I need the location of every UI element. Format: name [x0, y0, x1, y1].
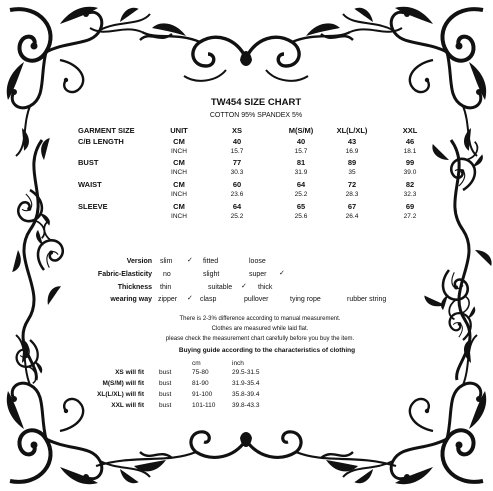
guide-size: XXL will fit	[111, 402, 144, 409]
header-xxl: XXL	[402, 126, 418, 135]
check-mark-icon: ✓	[187, 257, 193, 264]
guide-size: XL(L/XL) will fit	[97, 391, 144, 398]
guide-part: bust	[159, 391, 172, 398]
cell-value: 25.2	[294, 191, 308, 198]
cell-value: 15.7	[294, 148, 308, 155]
version-option-fitted: fitted	[203, 258, 219, 265]
guide-inch: 35.8-39.4	[232, 391, 260, 398]
wearing-option-clasp: clasp	[200, 296, 217, 303]
cell-value: 25.6	[294, 213, 308, 220]
wearing-option-pullover: pullover	[244, 296, 269, 303]
cell-value: 43	[347, 137, 357, 146]
guide-part: bust	[159, 369, 172, 376]
cell-value: 69	[405, 202, 415, 211]
thickness-label: Thickness	[117, 284, 152, 291]
elasticity-label: Fabric-Elasticity	[97, 271, 152, 278]
cell-value: 67	[347, 202, 357, 211]
thickness-option-suitable: suitable	[208, 284, 233, 291]
guide-col-cm: cm	[192, 360, 201, 367]
cell-value: 89	[347, 158, 357, 167]
guide-size: XS will fit	[115, 369, 144, 376]
cell-value: 60	[232, 180, 242, 189]
row-label: SLEEVE	[78, 202, 108, 211]
chart-title: TW454 SIZE CHART	[210, 97, 302, 108]
check-mark-icon: ✓	[279, 270, 285, 277]
cell-value: 27.2	[403, 213, 417, 220]
cell-value: 25.2	[230, 213, 244, 220]
row-label: WAIST	[78, 180, 102, 189]
cell-value: 39.0	[403, 169, 417, 176]
version-option-loose: loose	[249, 258, 266, 265]
version-option-slim: slim	[160, 258, 173, 265]
unit-cm: CM	[173, 180, 185, 189]
unit-inch: INCH	[171, 148, 187, 155]
header-unit: UNIT	[170, 126, 188, 135]
check-mark-icon: ✓	[241, 283, 247, 290]
cell-value: 40	[296, 137, 306, 146]
elasticity-option-slight: slight	[203, 271, 220, 278]
cell-value: 35	[348, 169, 356, 176]
wearing-option-tying-rope: tying rope	[290, 296, 321, 303]
cell-value: 23.6	[230, 191, 244, 198]
note-line: please check the measurement chart carefully before you buy the item.	[165, 336, 355, 342]
unit-cm: CM	[173, 137, 185, 146]
wearing-option-rubber-string: rubber string	[347, 296, 387, 303]
guide-inch: 29.5-31.5	[232, 369, 260, 376]
unit-cm: CM	[173, 202, 185, 211]
cell-value: 32.3	[403, 191, 417, 198]
header-xs: XS	[231, 126, 243, 135]
cell-value: 64	[232, 202, 242, 211]
cell-value: 18.1	[403, 148, 417, 155]
guide-size: M(S/M) will fit	[102, 380, 144, 387]
cell-value: 15.7	[230, 148, 244, 155]
header-garment-size: GARMENT SIZE	[78, 126, 135, 135]
guide-inch: 31.9-35.4	[232, 380, 260, 387]
cell-value: 30.3	[230, 169, 244, 176]
cell-value: 28.3	[345, 191, 359, 198]
guide-part: bust	[159, 380, 172, 387]
guide-cm: 91-100	[192, 391, 213, 398]
row-label: BUST	[78, 158, 99, 167]
cell-value: 81	[296, 158, 306, 167]
thickness-option-thin: thin	[160, 284, 172, 291]
wearing-label: wearing way	[110, 296, 152, 303]
cell-value: 65	[296, 202, 306, 211]
cell-value: 46	[405, 137, 415, 146]
header-xl: XL(L/XL)	[336, 126, 368, 135]
thickness-option-thick: thick	[258, 284, 273, 291]
material-text: COTTON 95% SPANDEX 5%	[209, 112, 303, 119]
guide-part: bust	[159, 402, 172, 409]
cell-value: 16.9	[345, 148, 359, 155]
row-label: C/B LENGTH	[78, 137, 124, 146]
cell-value: 26.4	[345, 213, 359, 220]
cell-value: 99	[405, 158, 415, 167]
cell-value: 40	[232, 137, 242, 146]
elasticity-option-super: super	[249, 271, 267, 278]
guide-title: Buying guide according to the characteristics of clothing	[178, 347, 356, 354]
cell-value: 64	[296, 180, 306, 189]
cell-value: 77	[232, 158, 242, 167]
guide-inch: 39.8-43.3	[232, 402, 260, 409]
cell-value: 72	[347, 180, 357, 189]
guide-cm: 101-110	[192, 402, 216, 409]
version-label: Version	[126, 258, 152, 265]
header-m: M(S/M)	[288, 126, 314, 135]
guide-col-inch: inch	[232, 360, 244, 367]
check-mark-icon: ✓	[187, 295, 193, 302]
cell-value: 82	[405, 180, 415, 189]
unit-inch: INCH	[171, 169, 187, 176]
unit-inch: INCH	[171, 213, 187, 220]
guide-cm: 81-90	[192, 380, 209, 387]
cell-value: 31.9	[294, 169, 308, 176]
unit-inch: INCH	[171, 191, 187, 198]
note-line: Clothes are measured while laid flat.	[211, 326, 309, 332]
wearing-option-zipper: zipper	[158, 296, 178, 303]
elasticity-option-no: no	[163, 271, 171, 278]
guide-cm: 75-80	[192, 369, 209, 376]
note-line: There is 2-3% difference according to manual measurement.	[179, 316, 341, 322]
unit-cm: CM	[173, 158, 185, 167]
